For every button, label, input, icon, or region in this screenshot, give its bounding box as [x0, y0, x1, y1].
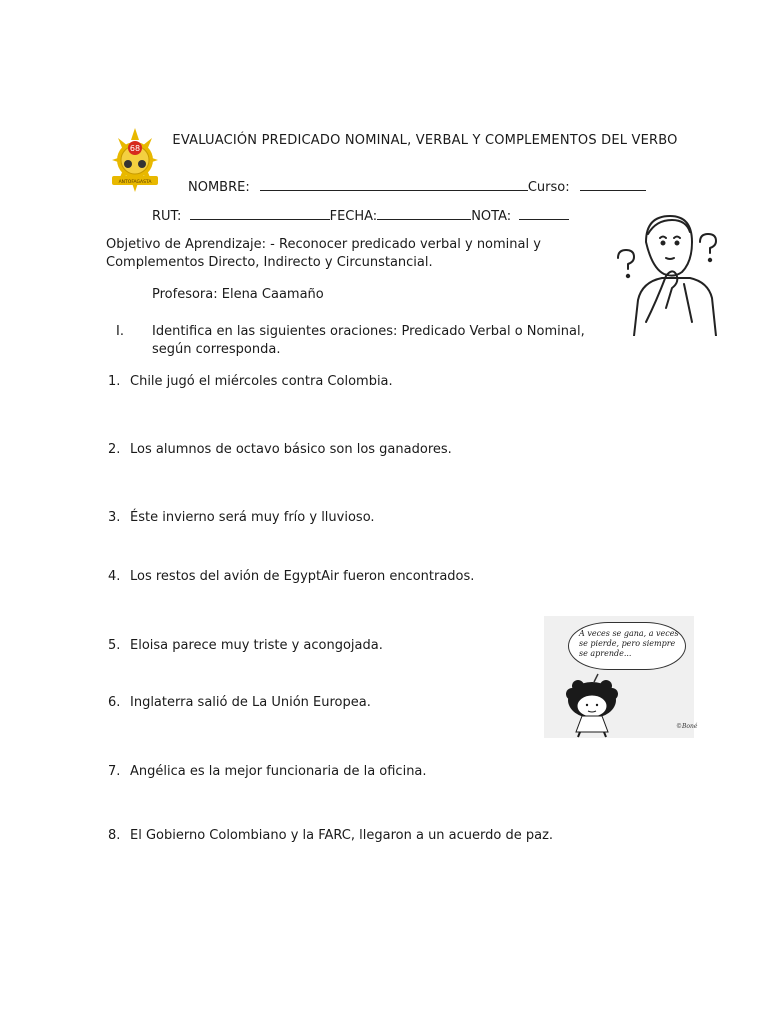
item-text: Inglaterra salió de La Unión Europea.: [130, 695, 371, 710]
list-item: [108, 638, 383, 653]
nota-label: NOTA:: [471, 209, 512, 224]
fecha-field[interactable]: [377, 207, 471, 220]
rut-field[interactable]: [190, 207, 330, 220]
fecha-label: FECHA:: [329, 209, 378, 224]
logo-number: 68: [129, 144, 141, 153]
item-text: Chile jugó el miércoles contra Colombia.: [130, 374, 393, 389]
section-number: I.: [116, 324, 124, 339]
item-number: 6.: [108, 695, 121, 710]
list-item: [108, 442, 452, 457]
teacher-name: Profesora: Elena Caamaño: [152, 287, 324, 302]
item-number: 8.: [108, 828, 121, 843]
list-item: [108, 764, 427, 779]
nombre-field[interactable]: [260, 178, 528, 191]
curso-label: Curso:: [527, 180, 570, 195]
item-number: 3.: [108, 510, 121, 525]
rut-date-grade-row: [152, 207, 569, 224]
nota-field[interactable]: [519, 207, 569, 220]
comic-signature: ©Boné: [676, 723, 698, 730]
item-number: 7.: [108, 764, 121, 779]
item-text: Los alumnos de octavo básico son los ganadores.: [130, 442, 452, 457]
item-number: 1.: [108, 374, 121, 389]
item-text: El Gobierno Colombiano y la FARC, llegaron a un acuerdo de paz.: [130, 828, 554, 843]
item-text: Los restos del avión de EgyptAir fueron encontrados.: [130, 569, 475, 584]
learning-objective: Objetivo de Aprendizaje: - Reconocer predicado verbal y nominal y Complementos Directo, Indirecto y Circunstancial.: [106, 237, 541, 270]
mafalda-comic-illustration: [544, 616, 698, 738]
thinking-boy-illustration: [604, 212, 720, 336]
speech-bubble: A veces se gana, a veces se pierde, pero siempre se aprende...: [568, 622, 686, 670]
item-number: 5.: [108, 638, 121, 653]
list-item: [108, 695, 371, 710]
mafalda-icon: [544, 616, 694, 738]
list-item: [108, 510, 375, 525]
list-item: [108, 374, 393, 389]
logo-caption: ANTOFAGASTA: [118, 180, 152, 185]
item-text: Angélica es la mejor funcionaria de la oficina.: [130, 764, 427, 779]
section-instruction-block: [108, 323, 588, 359]
item-text: Éste invierno será muy frío y lluvioso.: [130, 510, 375, 525]
page-title: EVALUACIÓN PREDICADO NOMINAL, VERBAL Y COMPLEMENTOS DEL VERBO: [172, 133, 678, 148]
curso-field[interactable]: [580, 178, 646, 191]
item-number: 4.: [108, 569, 121, 584]
list-item: [108, 828, 553, 843]
name-course-row: [188, 178, 646, 195]
list-item: [108, 569, 474, 584]
rut-label: RUT:: [152, 209, 182, 224]
nombre-label: NOMBRE:: [188, 180, 250, 195]
item-text: Eloisa parece muy triste y acongojada.: [130, 638, 383, 653]
thinking-boy-icon: [604, 212, 720, 336]
item-number: 2.: [108, 442, 121, 457]
section-instruction: Identifica en las siguientes oraciones: Predicado Verbal o Nominal, según corresponda.: [152, 324, 585, 357]
